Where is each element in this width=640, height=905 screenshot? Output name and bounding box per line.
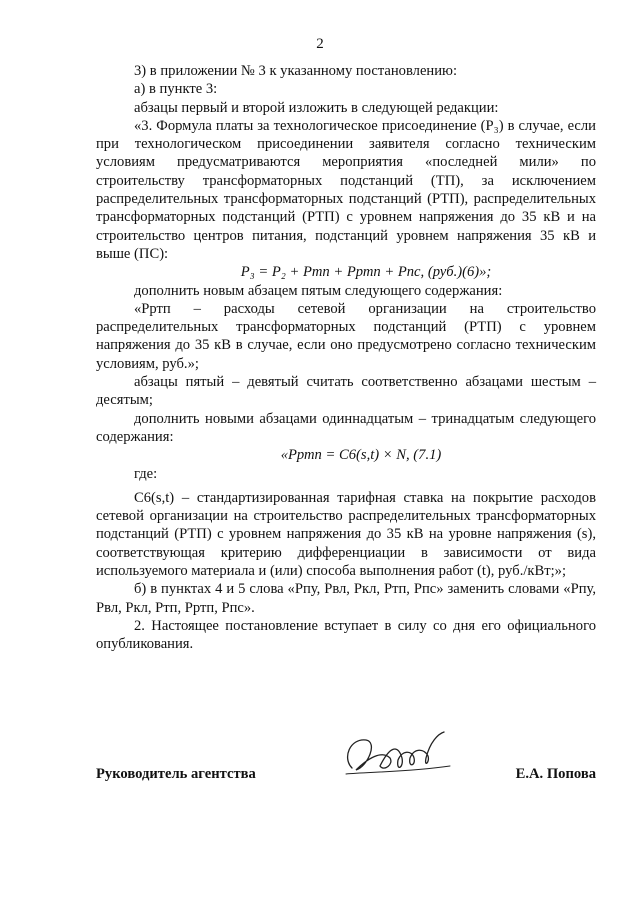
paragraph-7: абзацы пятый – девятый считать соответственно абзацами шестым – десятым; — [96, 374, 596, 409]
signature-row — [96, 762, 596, 792]
signatory-name: Е.А. Попова — [515, 766, 596, 782]
page-number: 2 — [316, 36, 324, 52]
paragraph-12: 2. Настоящее постановление вступает в силу со дня его официального опубликования. — [96, 617, 596, 653]
formula-7-1: «Pртп = C6(s,t) × N, (7.1) — [280, 447, 442, 464]
paragraph-5: дополнить новым абзацем пятым следующего содержания: — [134, 282, 503, 299]
paragraph-10: C6(s,t) – стандартизированная тарифная ставка на покрытие расходов сетевой организации на строительство распределительных трансформаторных подстанций (РТП) с уровнем напряжения до 35 кВ на уровне напряжения (s), соответствующая критерию дифференциации в зависимости от вида используемого материала и (или) способа выполнения работ (t), руб./кВт;»; — [96, 489, 596, 580]
paragraph-11: б) в пунктах 4 и 5 слова «Pпу, Pвл, Pкл, Pтп, Pпс» заменить словами «Pпу, Pвл, Pкл, Pтп, Pртп, Pпс». — [96, 581, 596, 616]
paragraph-4: «3. Формула платы за технологическое присоединение (P₃) в случае, если при технологическом присоединении заявителя согласно техническим условиям предусматриваются мероприятия «последней мили» по строительству трансформаторных подстанций (ТП), за исключением распределительных трансформаторных подстанций (РТП), распределительных трансформаторных подстанций (РТП) с уровнем напряжения до 35 кВ и на строительство центров питания, подстанций уровнем напряжения 35 кВ и выше (ПС): — [96, 117, 596, 262]
paragraph-6: «Pртп – расходы сетевой организации на строительство распределительных трансформаторных подстанций (РТП) с уровнем напряжения до 35 кВ в случае, если оно предусмотрено согласно техническим условиям, руб.»; — [96, 300, 596, 372]
paragraph-9: где: — [134, 465, 158, 482]
paragraph-8: дополнить новыми абзацами одиннадцатым – тринадцатым следующего содержания: — [96, 410, 596, 445]
document-body — [96, 62, 596, 654]
paragraph-1: 3) в приложении № 3 к указанному постановлению: — [134, 63, 458, 79]
paragraph-3: абзацы первый и второй изложить в следующей редакции: — [134, 99, 499, 116]
signatory-position: Руководитель агентства — [96, 766, 256, 782]
formula-6: P₃ = P₂ + Pтп + Pртп + Pпс, (руб.)(6)»; — [240, 264, 492, 281]
paragraph-2: а) в пункте 3: — [134, 81, 218, 98]
